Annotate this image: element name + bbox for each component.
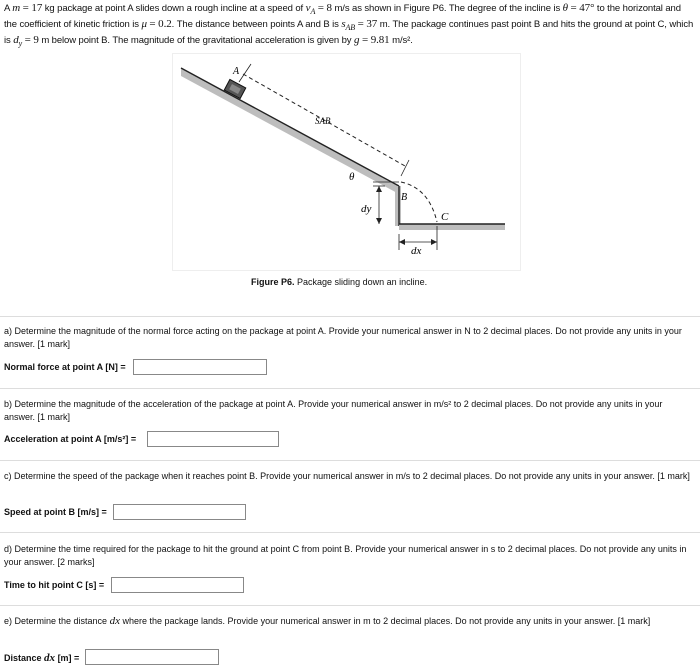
theta-symbol: θ — [562, 2, 568, 14]
mass-value: = 17 — [22, 2, 43, 14]
answer-input-c[interactable] — [113, 504, 246, 520]
answer-input-b[interactable] — [147, 431, 279, 447]
question-d: d) Determine the time required for the package to hit the ground at point C from point B. Provide your numerical answer in s to 2 decimal places. Do not provide any units in your answer. [2 marks] — [4, 544, 687, 567]
label-dy: dy — [361, 203, 372, 215]
label-dx: dx — [411, 245, 422, 257]
text: m/s as shown in Figure P6. The degree of the incline is — [334, 3, 561, 14]
text: m/s². — [392, 35, 413, 47]
text: . The distance between points A and B is — [171, 19, 339, 31]
divider — [0, 316, 700, 317]
g-symbol: g — [354, 34, 360, 47]
incline-surface — [181, 68, 399, 186]
mu-symbol: μ — [141, 18, 147, 31]
figure-caption: Figure P6. Package sliding down an incline. — [251, 277, 428, 287]
answer-label-e: Distance dx [m] = — [4, 652, 80, 664]
sab-value: = 37 — [357, 18, 378, 31]
answer-label-d: Time to hit point C [s] = — [4, 580, 105, 590]
velocity-symbol: $v_A$ — [305, 2, 316, 17]
dy-value: = 9 — [24, 34, 39, 47]
incline-diagram — [173, 54, 522, 272]
answer-label-b: Acceleration at point A [m/s²] = — [4, 434, 137, 444]
label-theta: θ — [349, 171, 355, 183]
incline-body — [181, 68, 399, 194]
text: m below point B. The magnitude of the gravitational acceleration is given by — [41, 35, 352, 47]
ground — [399, 224, 505, 230]
answer-label-c: Speed at point B [m/s] = — [4, 507, 107, 517]
answer-input-e[interactable] — [85, 649, 219, 665]
question-b: b) Determine the magnitude of the acceleration of the package at point A. Provide your numerical answer in m/s² to 2 decimal places. Do not provide any units in your answer. [1 mark] — [4, 399, 663, 422]
g-value: = 9.81 — [361, 34, 390, 47]
text: kg package at point A slides down a rough incline at a speed of — [44, 3, 304, 14]
problem-statement — [4, 2, 696, 51]
dx-symbol: dx — [109, 615, 120, 627]
answer-label-a: Normal force at point A [N] = — [4, 362, 126, 372]
dy-symbol: $d_y$ — [13, 34, 23, 49]
mu-value: = 0.2 — [149, 18, 172, 31]
question-c: c) Determine the speed of the package when it reaches point B. Provide your numerical answer in m/s to 2 decimal places. Do not provide any units in your answer. [1 mark] — [4, 471, 690, 481]
answer-input-a[interactable] — [133, 359, 267, 375]
divider — [0, 388, 700, 389]
text: m. The package continues past point B and hits the ground at point C, which is — [4, 19, 694, 47]
sab-symbol: $s_{AB}$ — [341, 18, 356, 33]
figure-p6 — [172, 53, 521, 271]
label-a: A — [233, 66, 240, 77]
text: A — [4, 3, 10, 14]
divider — [0, 605, 700, 606]
question-a: a) Determine the magnitude of the normal force acting on the package at point A. Provide your numerical answer in N to 2 decimal places. Do not provide any units in your answer. [1 mark] — [4, 326, 682, 349]
label-sab: SAB — [315, 116, 331, 126]
divider — [0, 532, 700, 533]
divider — [0, 460, 700, 461]
theta-value: = 47° — [570, 2, 595, 14]
label-c: C — [441, 211, 449, 223]
text: to the horizontal and the coefficient of kinetic friction is — [4, 3, 681, 31]
label-b: B — [401, 192, 408, 203]
mass-symbol: m — [12, 2, 21, 14]
velocity-value: = 8 — [317, 2, 332, 14]
question-e: e) Determine the distance dx where the package lands. Provide your numerical answer in m to 2 decimal places. Do not provide any units in your answer. [1 mark] — [4, 615, 651, 627]
answer-input-d[interactable] — [111, 577, 244, 593]
